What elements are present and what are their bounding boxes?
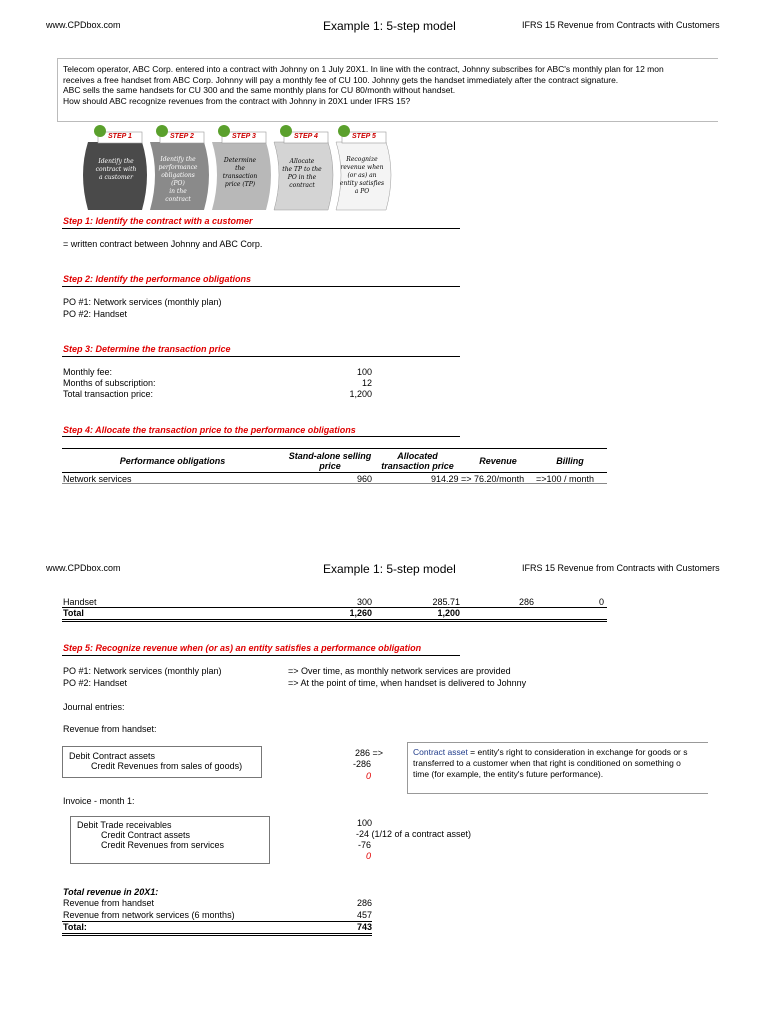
months-label: Months of subscription:: [63, 378, 156, 388]
step5-po-2: PO #2: Handset: [63, 678, 128, 688]
grand-total-value: 743: [356, 922, 372, 932]
problem-line-1: Telecom operator, ABC Corp. entered into a contract with Johnny on 1 July 20X1. In line with the contract, Johnny subscribes for ABC's monthly plan for 12 mon: [63, 64, 664, 74]
step-5-title: Step 5: Recognize revenue when (or as) an entity satisfies a performance obligation: [63, 643, 422, 653]
table-header-border: [62, 472, 607, 473]
total-price-label: Total transaction price:: [63, 389, 154, 399]
problem-line-4: How should ABC recognize revenues from the contract with Johnny in 20X1 under IFRS 15?: [63, 95, 411, 106]
row-total-ssp: 1,260: [349, 608, 372, 618]
entry-1-credit: Credit Revenues from sales of goods): [91, 761, 243, 771]
grand-total-bottom-border: [62, 933, 372, 934]
row-network-allocated: 914.29 => 76.20/month: [431, 474, 525, 484]
contract-asset-def-1: = entity's right to consideration in exchange for goods or s: [467, 747, 688, 757]
site-url-2: www.CPDbox.com: [46, 563, 121, 573]
step5-po-1: PO #1: Network services (monthly plan): [63, 666, 222, 676]
row-handset-label: Handset: [63, 597, 97, 607]
step-5-text: Recognize revenue when (or as) an entity satisfies a PO: [339, 156, 385, 195]
page-subject-2: IFRS 15 Revenue from Contracts with Customers: [522, 563, 720, 573]
contract-asset-note: [407, 742, 708, 794]
step-2-label: STEP 2: [170, 133, 194, 140]
row-handset-billing: 0: [598, 597, 604, 607]
row-total-allocated: 1,200: [437, 608, 460, 618]
total-handset-label: Revenue from handset: [63, 898, 155, 908]
total-price-value: 1,200: [349, 389, 372, 399]
divider: [62, 436, 460, 437]
step5-po-1-note: => Over time, as monthly network services are provided: [288, 666, 511, 676]
step-1-label: STEP 1: [108, 133, 132, 140]
revenue-handset-label: Revenue from handset:: [63, 724, 157, 734]
months-value: 12: [361, 378, 372, 388]
monthly-fee-value: 100: [356, 367, 372, 377]
step-3-label: STEP 3: [232, 133, 256, 140]
contract-asset-def-2: transferred to a customer when that right is conditioned on something o: [413, 758, 681, 768]
row-handset-revenue: 286: [518, 597, 534, 607]
row-network-billing: =>100 / month: [536, 474, 595, 484]
row-handset-allocated: 285.71: [432, 597, 460, 607]
row-handset-ssp: 300: [356, 597, 372, 607]
entry-2-debit: Debit Trade receivables: [77, 820, 172, 830]
page-title-2: Example 1: 5-step model: [323, 562, 456, 576]
contract-asset-def-3: time (for example, the entity's future performance).: [413, 769, 604, 779]
row-network-ssp: 960: [356, 474, 372, 484]
divider: [62, 655, 460, 656]
entry-1-value-2: -286: [353, 759, 372, 769]
journal-entries-label: Journal entries:: [63, 702, 125, 712]
page-subject: IFRS 15 Revenue from Contracts with Customers: [522, 20, 720, 30]
journal-entry-2: [70, 816, 270, 864]
monthly-fee-label: Monthly fee:: [63, 367, 113, 377]
po-1-text: PO #1: Network services (monthly plan): [63, 297, 222, 307]
total-bottom-border-double: [62, 621, 607, 622]
step-1-title: Step 1: Identify the contract with a customer: [63, 216, 253, 226]
entry-2-credit-2: Credit Revenues from services: [101, 840, 225, 850]
total-network-label: Revenue from network services (6 months): [63, 910, 235, 920]
problem-line-3: ABC sells the same handsets for CU 300 and the same monthly plans for CU 80/month without handset.: [63, 85, 456, 95]
grand-total-bottom-border-double: [62, 935, 372, 936]
entry-1-value-1: 286 =>: [355, 748, 384, 758]
po-2-text: PO #2: Handset: [63, 309, 128, 319]
problem-line-2: receives a free handset from ABC Corp. Johnny will pay a monthly fee of CU 100. Johnny gets the handset immediately after the contract signature.: [63, 74, 619, 85]
header-billing: Billing: [556, 456, 584, 466]
total-bottom-border: [62, 619, 607, 620]
step-3-title: Step 3: Determine the transaction price: [63, 344, 231, 354]
row-total-label: Total: [63, 608, 84, 618]
total-network-value: 457: [356, 910, 372, 920]
step-4-icon: [280, 125, 292, 137]
entry-2-value-4: 0: [366, 851, 372, 861]
step-3-text: Determine the transaction price (TP): [222, 157, 258, 188]
total-handset-value: 286: [356, 898, 372, 908]
entry-2-value-1: 100: [357, 818, 373, 828]
header-ssp: Stand-alone selling price: [288, 451, 372, 471]
step-4-text: Allocate the TP to the PO in the contract: [282, 158, 322, 189]
header-po: Performance obligations: [119, 456, 226, 466]
step-3-icon: [218, 125, 230, 137]
invoice-label: Invoice - month 1:: [63, 796, 135, 806]
step-1-icon: [94, 125, 106, 137]
entry-1-value-3: 0: [366, 771, 372, 781]
step-5-label: STEP 5: [352, 133, 376, 140]
header-revenue: Revenue: [479, 456, 517, 466]
step-1-text: Identify the contract with a customer: [95, 158, 137, 181]
entry-2-value-2: -24 (1/12 of a contract asset): [356, 829, 472, 839]
row-border: [62, 483, 607, 484]
step-5-icon: [338, 125, 350, 137]
step-2-text: Identify the performance obligations (PO) in the contract: [158, 156, 198, 203]
step-2-icon: [156, 125, 168, 137]
step5-po-2-note: => At the point of time, when handset is delivered to Johnny: [288, 678, 527, 688]
entry-2-credit-1: Credit Contract assets: [101, 830, 191, 840]
site-url: www.CPDbox.com: [46, 20, 121, 30]
row-network-label: Network services: [63, 474, 132, 484]
five-step-diagram: [80, 124, 400, 214]
step-4-label: STEP 4: [294, 133, 318, 140]
entry-2-value-3: -76: [358, 840, 372, 850]
table-top-border: [62, 448, 607, 449]
page-title: Example 1: 5-step model: [323, 19, 456, 33]
step-1-text: = written contract between Johnny and ABC Corp.: [63, 239, 263, 249]
divider: [62, 356, 460, 357]
header-allocated: Allocated transaction price: [381, 451, 454, 471]
grand-total-label: Total:: [63, 922, 87, 932]
total-revenue-title: Total revenue in 20X1:: [63, 887, 159, 897]
step-2-title: Step 2: Identify the performance obligations: [63, 274, 252, 284]
journal-entry-1: [62, 746, 262, 778]
contract-asset-term: Contract asset: [413, 747, 468, 757]
problem-box: [57, 58, 718, 122]
divider: [62, 228, 460, 229]
divider: [62, 286, 460, 287]
entry-1-debit: Debit Contract assets: [69, 751, 156, 761]
step-4-title: Step 4: Allocate the transaction price to the performance obligations: [63, 425, 356, 435]
